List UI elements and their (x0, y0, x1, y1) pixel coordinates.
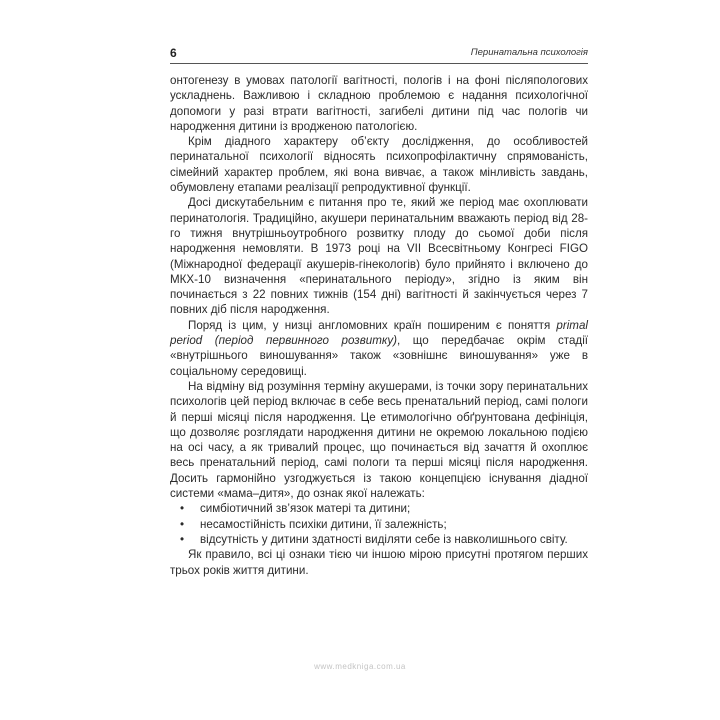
bullet-icon: • (180, 532, 185, 546)
paragraph-text: Поряд із цим, у низці англомовних країн поширеним є поняття (188, 318, 557, 332)
bullet-icon: • (180, 517, 185, 531)
paragraph-text: , що передбачає окрім стадії «внутрішнього виношування» також «зовнішнє виношування» уже в соціальному середовищі. (170, 334, 588, 378)
paragraph: Крім діадного характеру об’єкту дослідження, до особливостей перинатальної психології відносять психопрофілактичну спрямованість, сімейний характер проблем, які вона вивчає, а також мінливість завдань, обумовлену етапами реалізації репродуктивної функції. (170, 135, 588, 195)
paragraph: Як правило, всі ці ознаки тією чи іншою мірою присутні протягом перших трьох років життя дитини. (170, 548, 588, 577)
bullet-list (170, 501, 588, 547)
list-item (170, 517, 588, 532)
running-title: Перинатальна психологія (470, 47, 588, 58)
list-item (170, 532, 588, 547)
page-number: 6 (170, 46, 177, 60)
header-rule (170, 63, 588, 64)
list-item (170, 501, 588, 516)
paragraph: На відміну від розуміння терміну акушерами, із точки зору перинатальних психологів цей період включає в себе весь пренатальний період, самі пологи й перші місяці після народження. Це етимологічно обґрунтована дефініція, що дозволяє розглядати народження дитини не окремою локальною подією на осі часу, а як тривалий процес, що починається від зачаття й охоплює весь пренатальний період, самі пологи та перші місяці після народження. Досить гармонійно узгоджується із такою концепцією існування діадної системи «мама–дитя», до ознак якої належать: (170, 379, 588, 501)
paragraph: онтогенезу в умовах патології вагітності, пологів і на фоні післяпологових ускладнень. Важливою і складною проблемою є надання психологічної допомоги у разі втрати вагітності, загибелі дитини під час пологів чи народження дитини із вродженою патологією. (170, 74, 588, 133)
bullet-icon: • (180, 502, 185, 516)
paragraph (170, 318, 588, 379)
list-item-text: несамостійність психіки дитини, її залежність; (200, 517, 447, 531)
body-text (170, 73, 588, 578)
italic-term: primal period (період первинного розвитку) (170, 318, 588, 348)
paragraph: Досі дискутабельним є питання про те, який же період має охоплювати перинатологія. Традиційно, акушери перинатальним вважають період від 28-го тижня внутрішньоутробного розвитку плоду до сьомої доби після народження немовляти. В 1973 році на VII Всесвітньому Конгресі FIGO (Міжнародної федерації акушерів-гінекологів) було прийнято і включено до МКХ-10 визначення «перинатального періоду», згідно із яким він починається з 22 повних тижнів (154 дні) вагітності й закінчується через 7 повних діб після народження. (170, 196, 588, 317)
page-header (170, 44, 588, 64)
list-item-text: відсутність у дитини здатності виділяти себе із навколишнього світу. (200, 532, 568, 546)
footer-url: www.medkniga.com.ua (314, 662, 406, 671)
list-item-text: симбіотичний зв’язок матері та дитини; (200, 502, 411, 516)
